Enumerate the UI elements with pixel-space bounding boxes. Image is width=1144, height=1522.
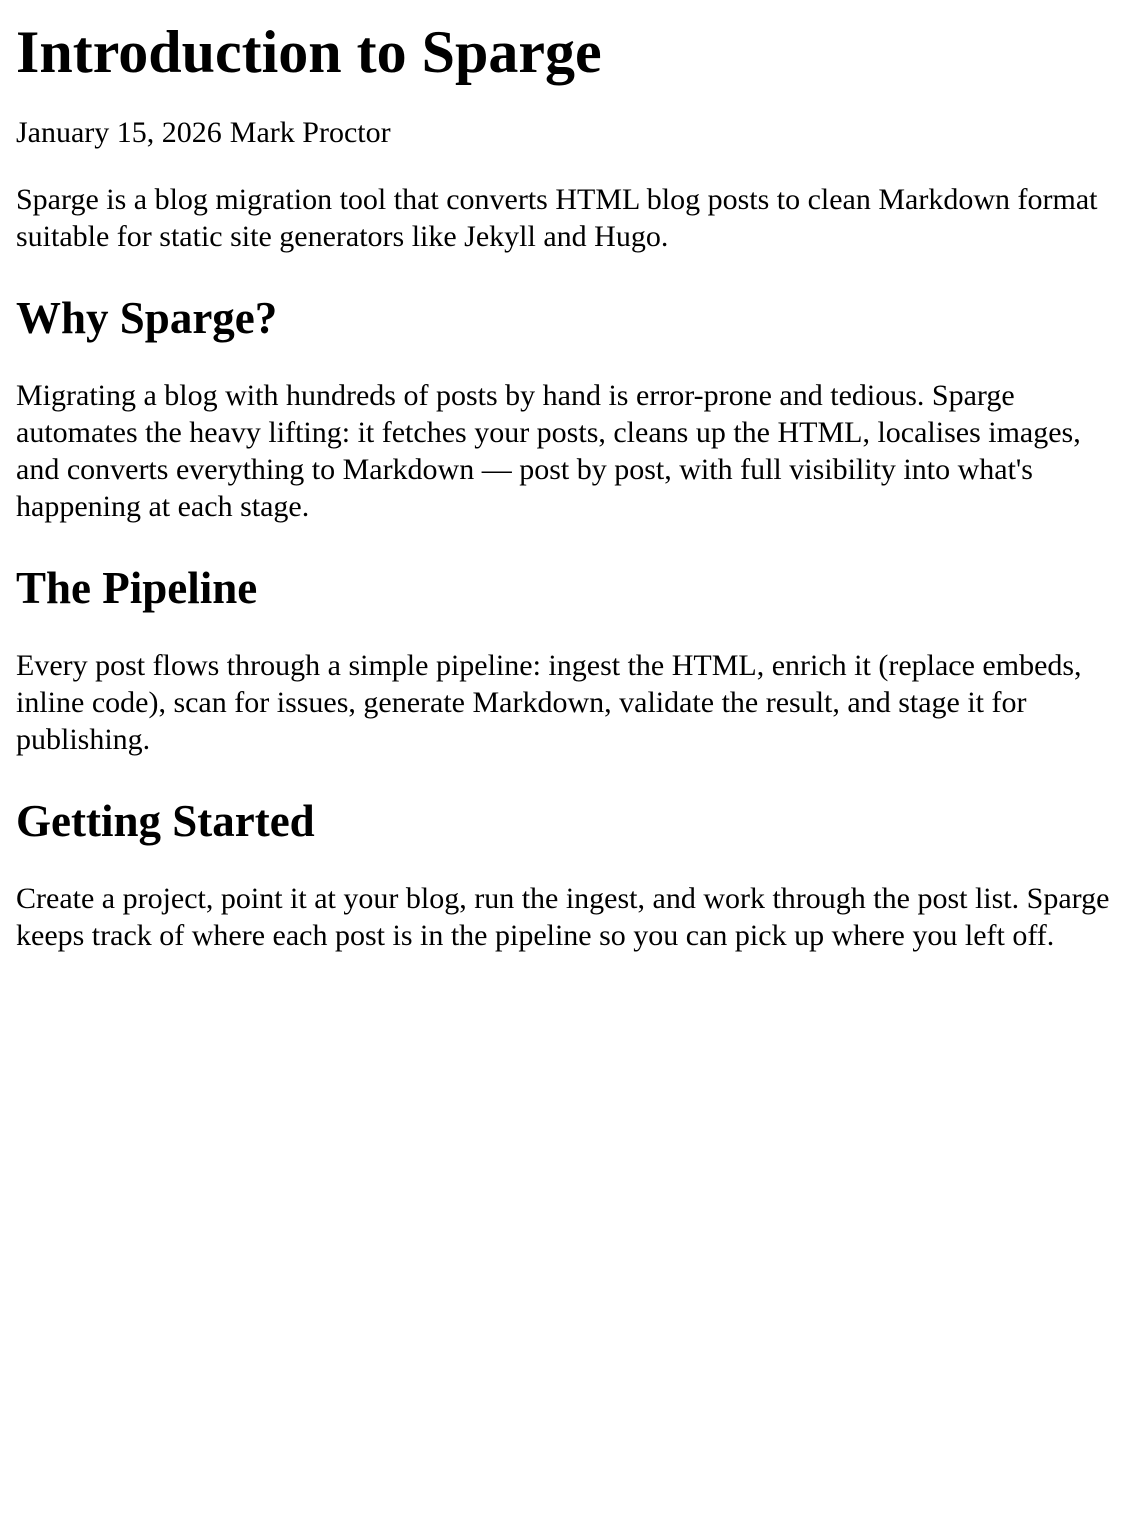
article (16, 16, 1128, 954)
section-heading: The Pipeline (16, 563, 258, 613)
section-heading: Why Sparge? (16, 293, 278, 343)
section-paragraph: Migrating a blog with hundreds of posts by hand is error-prone and tedious. Sparge automates the heavy lifting: it fetches your posts, cleans up the HTML, localises images, and converts everything to Markdown — post by post, with full visibility into what's happening at each stage. (16, 379, 1081, 523)
section-heading: Getting Started (16, 796, 315, 846)
article-title: Introduction to Sparge (16, 19, 602, 85)
section-why-sparge (16, 291, 1128, 525)
article-meta (16, 114, 1128, 151)
publish-date: January 15, 2026 (16, 116, 222, 149)
author-name: Mark Proctor (229, 116, 391, 149)
section-paragraph: Every post flows through a simple pipeline: ingest the HTML, enrich it (replace embeds, inline code), scan for issues, generate Markdown, validate the result, and stage it for publishing. (16, 649, 1082, 756)
section-getting-started (16, 794, 1128, 954)
intro-paragraph: Sparge is a blog migration tool that converts HTML blog posts to clean Markdown format suitable for static site generators like Jekyll and Hugo. (16, 183, 1098, 253)
section-paragraph: Create a project, point it at your blog, run the ingest, and work through the post list. Sparge keeps track of where each post is in the pipeline so you can pick up where you left off. (16, 882, 1110, 952)
section-pipeline (16, 561, 1128, 758)
